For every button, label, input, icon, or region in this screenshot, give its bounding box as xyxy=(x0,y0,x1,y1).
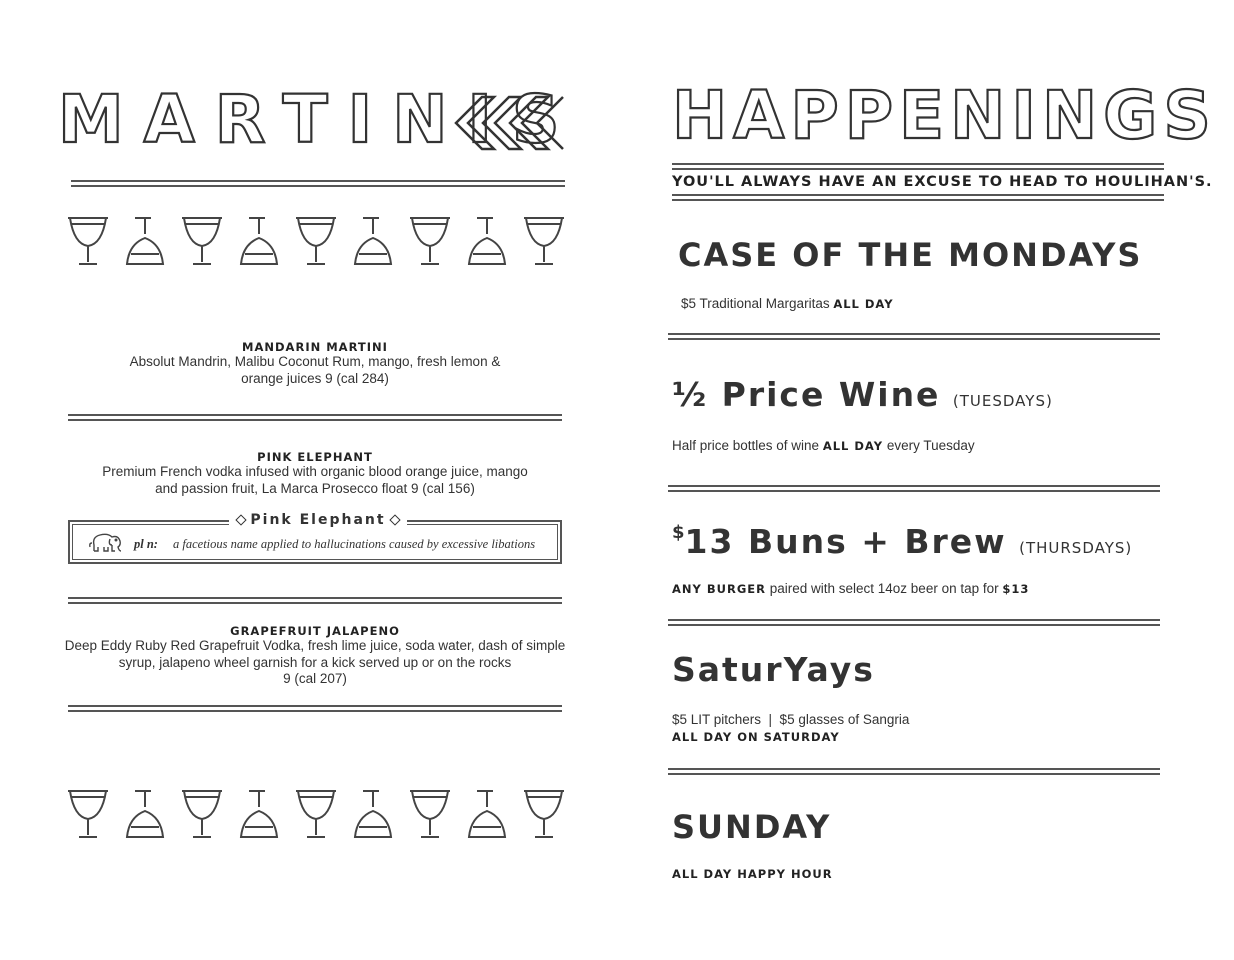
definition-label: Pink Elephant xyxy=(250,512,386,528)
tagline-rule-top xyxy=(672,163,1164,170)
happenings-title: HAPPENINGS xyxy=(672,77,1217,154)
menu-item-mandarin-martini xyxy=(68,340,562,387)
event-text-thursday xyxy=(672,581,1029,596)
chevron-arrows-icon xyxy=(452,95,567,151)
item-divider xyxy=(68,414,562,421)
item-desc-line: 9 (cal 207) xyxy=(283,671,347,686)
item-divider xyxy=(68,705,562,712)
item-desc-line: and passion fruit, La Marca Prosecco float 9 (cal 156) xyxy=(155,480,475,496)
event-title-monday: CASE OF THE MONDAYS xyxy=(678,236,1143,274)
event-text: every Tuesday xyxy=(883,438,975,453)
event-title: 13 Buns + Brew xyxy=(684,522,1007,561)
event-title: ½ Price Wine xyxy=(672,375,941,414)
happenings-tagline: YOU'LL ALWAYS HAVE AN EXCUSE TO HEAD TO HOULIHAN'S. xyxy=(672,174,1213,190)
item-desc-line: syrup, jalapeno wheel garnish for a kick served up or on the rocks xyxy=(118,654,512,670)
item-desc-line: Deep Eddy Ruby Red Grapefruit Vodka, fresh lime juice, soda water, dash of simple xyxy=(64,638,566,653)
event-bold-saturday: ALL DAY ON SATURDAY xyxy=(672,730,840,744)
diamond-icon xyxy=(389,514,400,525)
event-bold: ALL DAY xyxy=(822,439,884,453)
definition-pos: pl n: xyxy=(134,537,158,551)
event-divider xyxy=(668,485,1160,492)
event-title-saturday: SaturYays xyxy=(672,650,875,689)
glass-row-top xyxy=(64,214,572,268)
event-subtitle: (TUESDAYS) xyxy=(952,392,1053,410)
item-name: GRAPEFRUIT JALAPENO xyxy=(230,624,400,638)
event-title-thursday xyxy=(672,522,1132,561)
event-bold: ALL DAY xyxy=(833,297,894,311)
menu-item-pink-elephant xyxy=(68,450,562,497)
item-name: PINK ELEPHANT xyxy=(257,450,373,464)
item-name: MANDARIN MARTINI xyxy=(242,340,388,354)
martinis-title: MARTINIS xyxy=(58,81,580,158)
event-text: $5 Traditional Margaritas xyxy=(681,296,834,311)
event-bold: ANY BURGER xyxy=(672,582,766,596)
event-divider xyxy=(668,768,1160,775)
menu-item-grapefruit-jalapeno xyxy=(62,624,568,688)
definition-label-wrap xyxy=(229,510,407,530)
event-divider xyxy=(668,333,1160,340)
item-desc-line: orange juices 9 (cal 284) xyxy=(241,370,389,386)
martini-glass-icon xyxy=(68,791,564,837)
event-bold-sunday: ALL DAY HAPPY HOUR xyxy=(672,867,833,881)
martini-glass-icon xyxy=(68,218,564,264)
item-divider xyxy=(68,597,562,604)
event-text-monday xyxy=(681,296,894,311)
event-text: paired with select 14oz beer on tap for xyxy=(765,581,1003,596)
event-bold: $13 xyxy=(1002,582,1030,596)
event-text: Half price bottles of wine xyxy=(672,438,823,453)
item-desc-line: Absolut Mandrin, Malibu Coconut Rum, mango, fresh lemon & xyxy=(129,354,501,369)
definition-text: a facetious name applied to hallucinations caused by excessive libations xyxy=(173,537,536,551)
event-text-saturday: $5 LIT pitchers | $5 glasses of Sangria xyxy=(672,712,910,727)
event-text-tuesday xyxy=(672,438,975,453)
item-desc-line: Premium French vodka infused with organic blood orange juice, mango xyxy=(102,464,528,479)
tagline-rule-bottom xyxy=(672,194,1164,201)
event-subtitle: (THURSDAYS) xyxy=(1019,539,1133,557)
diamond-icon xyxy=(236,514,247,525)
event-title-sunday: SUNDAY xyxy=(672,808,832,846)
elephant-icon xyxy=(86,531,124,555)
glass-row-bottom xyxy=(64,787,572,841)
event-divider xyxy=(668,619,1160,626)
martinis-divider xyxy=(71,180,565,187)
event-title-sup: $ xyxy=(672,522,685,543)
event-title-tuesday xyxy=(672,375,1053,414)
